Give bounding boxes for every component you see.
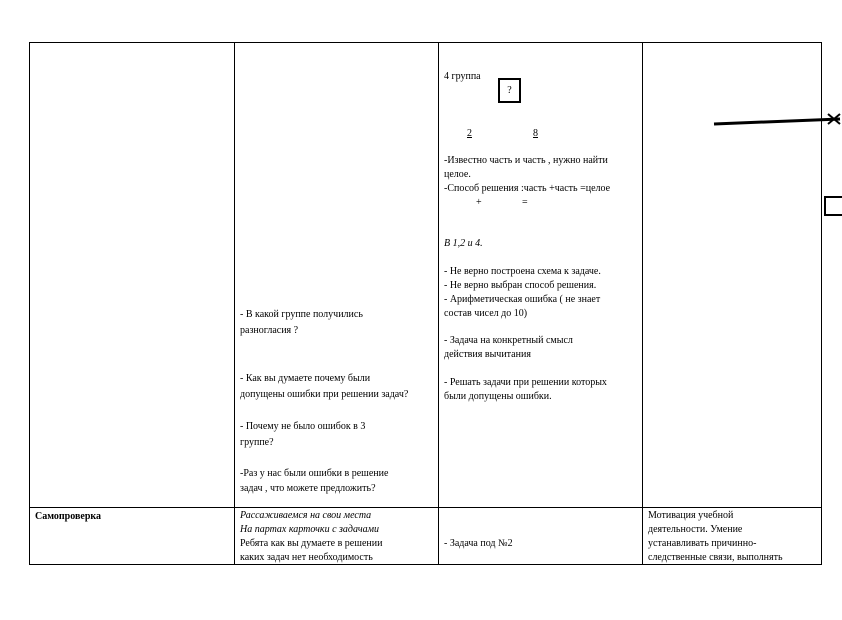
row-divider (29, 507, 822, 508)
solve-tasks-a: - Решать задачи при решении которых (444, 377, 607, 388)
outcome-3: устанавливать причинно- (648, 538, 757, 549)
task-number: - Задача под №2 (444, 538, 513, 549)
part-value-2: 8 (533, 128, 538, 139)
question-4b: задач , что можете предложить? (240, 483, 376, 494)
instruction-3: Ребята как вы думаете в решении (240, 538, 383, 549)
task-type-b: действия вычитания (444, 349, 531, 360)
known-parts-line-2: целое. (444, 169, 471, 180)
column-divider-1 (234, 42, 235, 565)
error-1: - Не верно построена схема к задаче. (444, 266, 601, 277)
solve-tasks-b: были допущены ошибки. (444, 391, 552, 402)
question-3b: группе? (240, 437, 274, 448)
column-divider-2 (438, 42, 439, 565)
column-divider-3 (642, 42, 643, 565)
error-3a: - Арифметическая ошибка ( не знает (444, 294, 601, 305)
outcome-1: Мотивация учебной (648, 510, 734, 521)
question-2b: допущены ошибки при решении задач? (240, 389, 409, 400)
outcome-4: следственные связи, выполнять (648, 552, 783, 563)
question-4a: -Раз у нас были ошибки в решение (240, 468, 389, 479)
unknown-whole-box: ? (498, 78, 521, 103)
part-value-1: 2 (467, 128, 472, 139)
error-2: - Не верно выбран способ решения. (444, 280, 597, 291)
question-1b: разногласия ? (240, 325, 299, 336)
question-1a: - В какой группе получились (240, 309, 363, 320)
instruction-1: Рассаживаемся на свои места (240, 510, 372, 521)
question-3a: - Почему не было ошибок в 3 (240, 421, 366, 432)
instruction-4: каких задач нет необходимость (240, 552, 373, 563)
known-parts-line: -Известно часть и часть , нужно найти (444, 155, 608, 166)
table-left-border (29, 42, 30, 565)
error-3b: состав чисел до 10) (444, 308, 528, 319)
question-2a: - Как вы думаете почему были (240, 373, 371, 384)
plus-sign: + (476, 197, 482, 208)
groups-note: В 1,2 и 4. (444, 238, 483, 249)
table-top-border (29, 42, 822, 43)
equals-sign: = (522, 197, 528, 208)
solution-method: -Способ решения :часть +часть =целое (444, 183, 611, 194)
task-type-a: - Задача на конкретный смысл (444, 335, 573, 346)
outcome-2: деятельности. Умение (648, 524, 743, 535)
answer-square-icon (824, 196, 842, 216)
scheme-arrow-icon (712, 110, 842, 130)
instruction-2: На партах карточки с задачами (240, 524, 379, 535)
group-4-label: 4 группа (444, 71, 481, 82)
stage-title: Самопроверка (35, 511, 101, 522)
